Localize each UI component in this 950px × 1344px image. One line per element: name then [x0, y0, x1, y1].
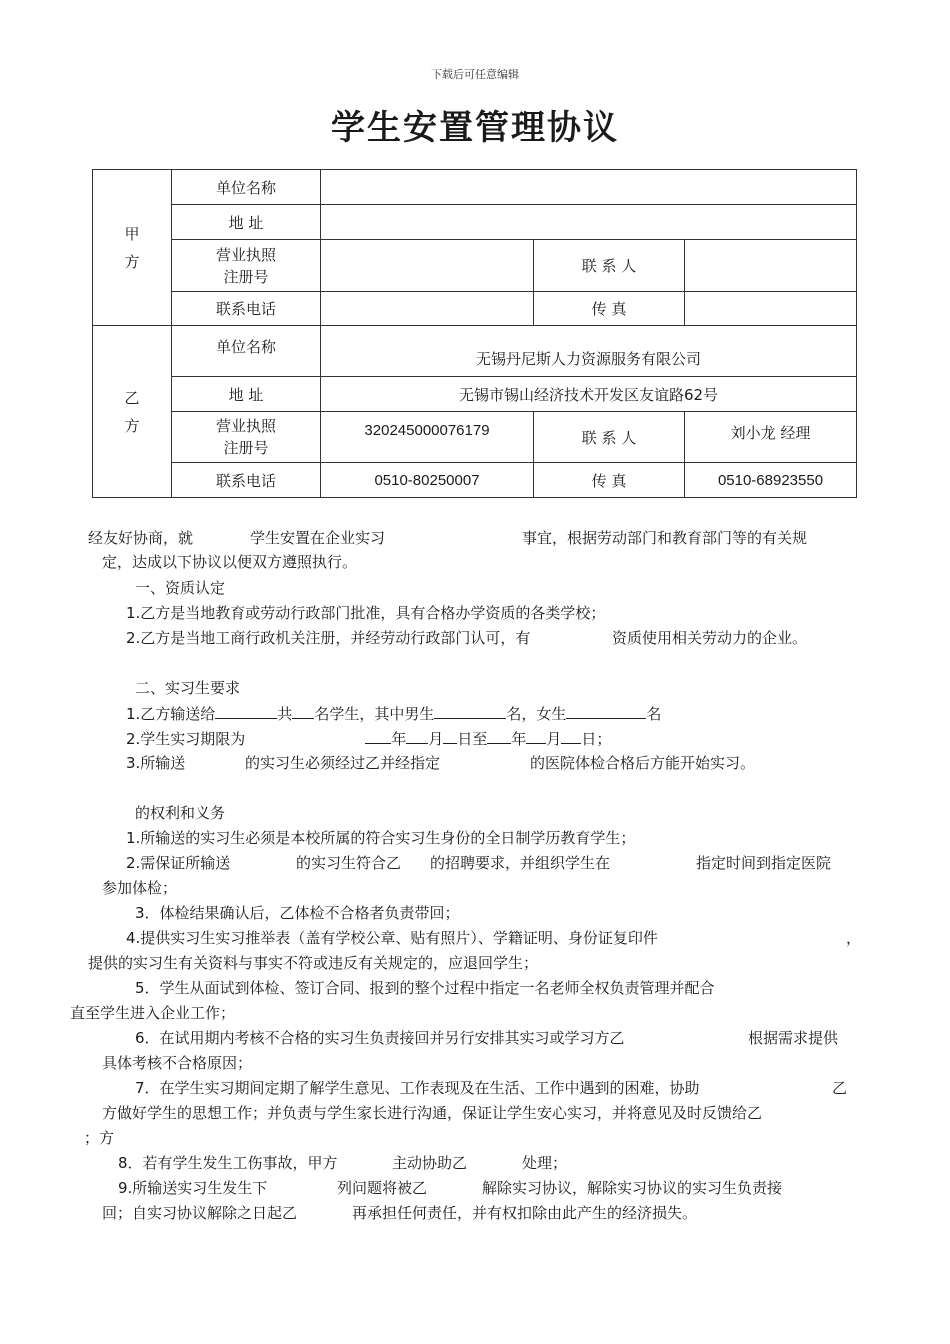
party-a-unit-name [321, 170, 857, 205]
party-b-phone: 0510-80250007 [321, 463, 534, 498]
section-3-item-9e: 再承担任何责任，并有权扣除由此产生的经济损失。 [352, 1204, 698, 1222]
section-3-item-2c: 的招聘要求，并组织学生在 [430, 854, 611, 872]
section-3-item-2a: 2.需保证所输送 [126, 854, 231, 872]
party-a-address-label: 地 址 [172, 205, 321, 240]
party-b-unit-name: 无锡丹尼斯人力资源服务有限公司 [321, 326, 857, 377]
section-3-item-7d: ；方 [84, 1129, 115, 1147]
section-1-item-1: 1.乙方是当地教育或劳动行政部门批准，具有合格办学资质的各类学校； [126, 604, 606, 622]
party-b-license: 320245000076179 [321, 412, 534, 463]
section-3-item-7b: 乙 [832, 1079, 848, 1097]
header-note: 下载后可任意编辑 [431, 68, 519, 81]
party-a-fax-label: 传 真 [534, 292, 685, 326]
section-3-item-5b: 直至学生进入企业工作； [70, 1004, 236, 1022]
section-3-item-8a: 8．若有学生发生工伤事故，甲方 [118, 1154, 338, 1172]
party-b-address: 无锡市锡山经济技术开发区友谊路62号 [321, 377, 857, 412]
party-a-phone [321, 292, 534, 326]
section-2-item-3a: 3.所输送 [126, 754, 186, 772]
section-3-item-6a: 6．在试用期内考核不合格的实习生负责接回并另行安排其实习或学习方乙 [135, 1029, 625, 1047]
section-3-item-9c: 解除实习协议，解除实习协议的实习生负责接 [482, 1179, 783, 1197]
section-3-item-8b: 主动协助乙 [392, 1154, 468, 1172]
party-b-phone-label: 联系电话 [172, 463, 321, 498]
section-2-heading: 二、实习生要求 [135, 679, 241, 697]
party-b-license-label: 营业执照 注册号 [172, 412, 321, 463]
party-b-fax-label: 传 真 [534, 463, 685, 498]
section-3-item-9b: 列问题将被乙 [337, 1179, 428, 1197]
section-1-item-2b: 资质使用相关劳动力的企业。 [612, 629, 808, 647]
intro-text-c: 事宜，根据劳动部门和教育部门等的有关规 [522, 529, 808, 547]
section-3-item-6c: 具体考核不合格原因； [102, 1054, 253, 1072]
section-2-item-2: 2.学生实习期限为 年 月 日至 年 月 日； [126, 727, 611, 749]
party-a-phone-label: 联系电话 [172, 292, 321, 326]
party-b-contact: 刘小龙 经理 [685, 412, 857, 463]
party-b-contact-label: 联 系 人 [534, 412, 685, 463]
party-a-license [321, 240, 534, 292]
section-3-item-2b: 的实习生符合乙 [296, 854, 402, 872]
intro-text-b: 学生安置在企业实习 [250, 529, 386, 547]
section-3-item-7c: 方做好学生的思想工作；并负责与学生家长进行沟通，保证让学生安心实习，并将意见及时反馈给乙 [102, 1104, 763, 1122]
party-b-label: 乙 方 [93, 326, 172, 498]
party-a-contact [685, 240, 857, 292]
intro-text-d: 定，达成以下协议以便双方遵照执行。 [102, 553, 358, 571]
section-2-item-3c: 的医院体检合格后方能开始实习。 [530, 754, 756, 772]
party-b-unit-name-label: 单位名称 [172, 326, 321, 377]
section-3-item-6b: 根据需求提供 [748, 1029, 839, 1047]
party-a-label: 甲 方 [93, 170, 172, 326]
section-3-item-8c: 处理； [522, 1154, 568, 1172]
section-3-item-4c: 提供的实习生有关资料与事实不符或违反有关规定的，应退回学生； [88, 954, 539, 972]
party-b-fax: 0510-68923550 [685, 463, 857, 498]
section-1-heading: 一、资质认定 [135, 579, 226, 597]
page-title: 学生安置管理协议 [331, 108, 619, 148]
intro-text-a: 经友好协商，就 [88, 529, 194, 547]
section-3-item-9a: 9.所输送实习生发生下 [118, 1179, 268, 1197]
party-a-address [321, 205, 857, 240]
section-3-item-7a: 7．在学生实习期间定期了解学生意见、工作表现及在生活、工作中遇到的困难，协助 [135, 1079, 700, 1097]
party-a-contact-label: 联 系 人 [534, 240, 685, 292]
section-3-item-2e: 参加体检； [102, 879, 178, 897]
party-b-address-label: 地 址 [172, 377, 321, 412]
section-3-item-3: 3．体检结果确认后，乙体检不合格者负责带回； [135, 904, 460, 922]
section-3-item-5: 5．学生从面试到体检、签订合同、报到的整个过程中指定一名老师全权负责管理并配合 [135, 979, 715, 997]
party-info-table [92, 169, 857, 498]
section-1-item-2a: 2.乙方是当地工商行政机关注册，并经劳动行政部门认可，有 [126, 629, 531, 647]
party-a-license-label: 营业执照 注册号 [172, 240, 321, 292]
section-3-item-4b: ， [846, 929, 862, 947]
party-a-fax [685, 292, 857, 326]
section-3-item-9d: 回；自实习协议解除之日起乙 [102, 1204, 298, 1222]
party-a-unit-name-label: 单位名称 [172, 170, 321, 205]
section-3-item-4a: 4.提供实习生实习推举表（盖有学校公章、贴有照片）、学籍证明、身份证复印件 [126, 929, 658, 947]
section-2-item-3b: 的实习生必须经过乙并经指定 [245, 754, 441, 772]
section-2-item-1: 1.乙方输送给 共 名学生，其中男生 名，女生 名 [126, 702, 661, 724]
section-3-item-1: 1.所输送的实习生必须是本校所属的符合实习生身份的全日制学历教育学生； [126, 829, 636, 847]
section-3-item-2d: 指定时间到指定医院 [696, 854, 832, 872]
section-3-heading: 的权利和义务 [135, 804, 226, 822]
